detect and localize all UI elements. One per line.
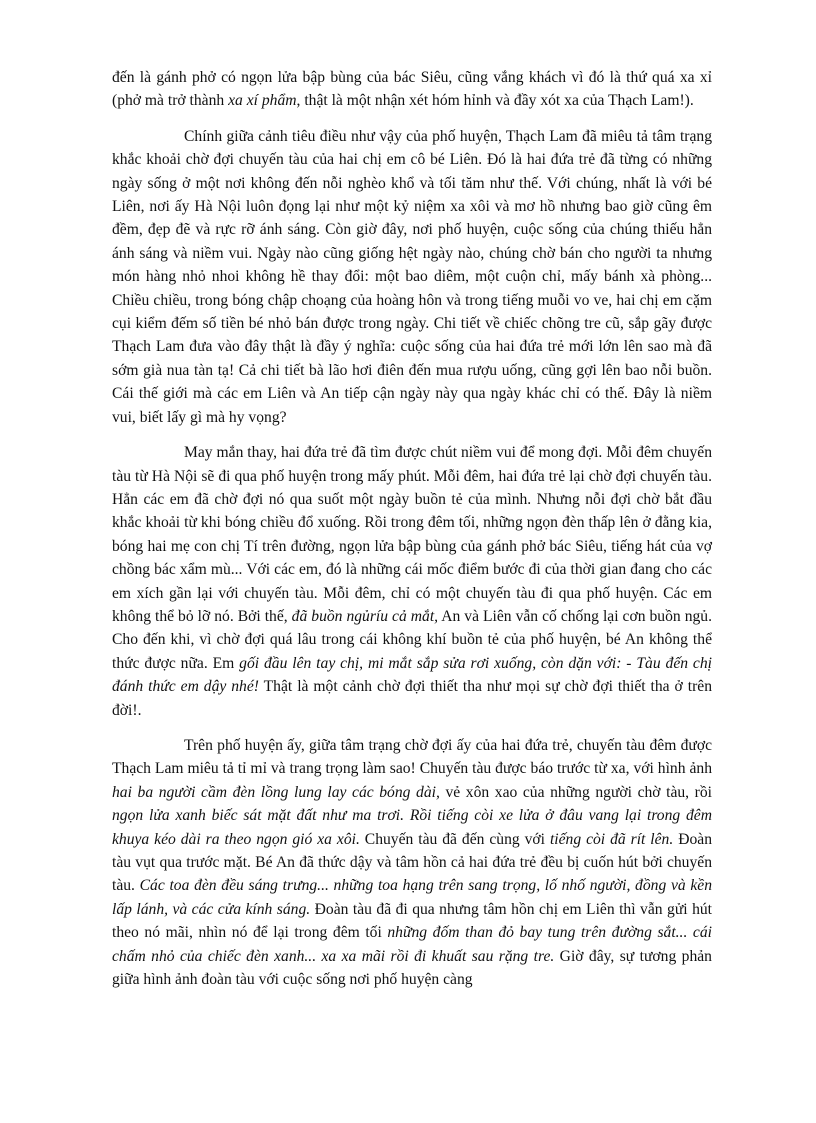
text-run: Trên phố huyện ấy, giữa tâm trạng chờ đợi ấy của hai đứa trẻ, chuyến tàu đêm được Thạch Lam miêu tả tỉ mỉ và trang trọng làm sao! Chuyến tàu được báo trước từ xa, với hình ảnh <box>112 736 712 778</box>
italic-text-run: Các toa đèn đều sáng trưng... những toa hạng trên sang trọng, lố nhố người, đồng và kền lấp lánh, và các cửa kính sáng. <box>112 877 712 918</box>
italic-text-run: hai ba người cầm đèn lồng lung lay các bóng dài, <box>112 783 440 801</box>
text-run: , thật là một nhận xét hóm hỉnh và đầy xót xa của Thạch Lam!). <box>296 92 694 110</box>
text-run: Chuyến tàu đã đến cùng với <box>359 830 550 848</box>
text-run: An và Liên vẫn cố chống lại cơn buồn ngủ. Cho đến khi, vì chờ đợi quá lâu trong cái không khí buồn tẻ của phố huyện, bé An không thể thức được nữa. Em <box>112 607 712 672</box>
italic-text-run: xa xí phẩm <box>228 92 297 110</box>
paragraph <box>112 734 712 991</box>
text-run: đến là gánh phở có ngọn lửa bập bùng của bác Siêu, cũng vắng khách vì đó là thứ quá xa xỉ (phở mà trở thành <box>112 69 712 110</box>
text-run: Thật là một cảnh chờ đợi thiết tha như mọi sự chờ đợi thiết tha ở trên đời!. <box>112 678 712 719</box>
text-run: vẻ xôn xao của những người chờ tàu, rồi <box>439 783 712 801</box>
paragraph <box>112 66 712 113</box>
text-run: Giờ đây, sự tương phản giữa hình ảnh đoàn tàu với cuộc sống nơi phố huyện càng <box>112 947 712 989</box>
paragraph <box>112 125 712 429</box>
text-run: Chính giữa cảnh tiêu điều như vậy của phố huyện, Thạch Lam đã miêu tả tâm trạng khắc khoải chờ đợi chuyến tàu của hai chị em cô bé Liên. Đó là hai đứa trẻ đã từng có những ngày sống ở một nơi không đến nỗi nghèo khổ và tối tăm như thế. Với chúng, nhất là với bé Liên, nơi ấy Hà Nội luôn đọng lại như một kỷ niệm xa xôi và mơ hồ nhưng bao giờ cũng êm đềm, đẹp đẽ và rực rỡ ánh sáng. Còn giờ đây, nơi phố huyện, cuộc sống của chúng thiếu hẳn ánh sáng và niềm vui. Ngày nào cũng giống hệt ngày nào, chúng chờ bán cho người ta nhưng món hàng nhỏ nhoi không hề thay đổi: một bao diêm, một cuộn chỉ, mấy bánh xà phòng... Chiều chiều, trong bóng chập choạng của hoàng hôn và trong tiếng muỗi vo ve, hai chị em cặm cụi kiểm đếm số tiền bé nhỏ bán được trong ngày. Chi tiết về chiếc chõng tre cũ, sắp gãy được Thạch Lam đưa vào đây thật là đầy ý nghĩa: cuộc sống của hai đứa trẻ mới lớn lên sao mà đã sớm già nua tàn tạ! Cả chi tiết bà lão hơi điên đến mua rượu uống, cũng gợi lên bao nỗi buồn. Cái thế giới mà các em Liên và An tiếp cận ngày này qua ngày khác chỉ có thế. Đây là niềm vui, biết lấy gì mà hy vọng? <box>112 127 712 426</box>
italic-text-run: ngọn lửa xanh biếc sát mặt đất như ma trơi. Rồi tiếng còi xe lửa ở đâu vang lại trong đêm khuya kéo dài ra theo ngọn gió xa xôi. <box>112 807 712 848</box>
italic-text-run: đã buồn ngủríu cả mắt, <box>291 607 439 625</box>
document-body <box>112 66 712 991</box>
italic-text-run: những đốm than đỏ bay tung trên đường sắt... cái chấm nhỏ của chiếc đèn xanh... xa xa mãi rồi đi khuất sau rặng tre. <box>112 924 712 965</box>
italic-text-run: tiếng còi đã rít lên. <box>549 830 674 848</box>
italic-text-run: gối đầu lên tay chị, mi mắt sắp sửa rơi xuống, còn dặn với: - Tàu đến chị đánh thức em dậy nhé! <box>112 654 712 696</box>
text-run: Đoàn tàu đã đi qua nhưng tâm hồn chị em Liên thì vẫn gửi hút theo nó mãi, nhìn nó để lại trong đêm tối <box>112 900 712 942</box>
text-run: Đoàn tàu vụt qua trước mặt. Bé An đã thức dậy và tâm hồn cả hai đứa trẻ đều bị cuốn hút bởi chuyến tàu. <box>112 830 712 895</box>
text-run: May mắn thay, hai đứa trẻ đã tìm được chút niềm vui để mong đợi. Mỗi đêm chuyến tàu từ Hà Nội sẽ đi qua phố huyện trong mấy phút. Mỗi đêm, hai đứa trẻ lại chờ đợi chuyến tàu. Hẳn các em đã chờ đợi nó qua suốt một ngày buồn tẻ của mình. Nhưng nỗi đợi chờ bắt đầu khắc khoải từ khi bóng chiều đổ xuống. Rồi trong đêm tối, những ngọn đèn thấp lên ở đằng kia, bóng hai mẹ con chị Tí trên đường, ngọn lửa bập bùng của gánh phở bác Siêu, tiếng hát của vợ chồng bác xẩm mù... Với các em, đó là những cái mốc điểm bước đi của thời gian đang cho các em xích gần lại với chuyến tàu. Mỗi đêm, chỉ có một chuyến tàu đi qua phố huyện. Các em không thể bỏ lỡ nó. Bởi thế, <box>112 444 712 625</box>
paragraph <box>112 441 712 722</box>
